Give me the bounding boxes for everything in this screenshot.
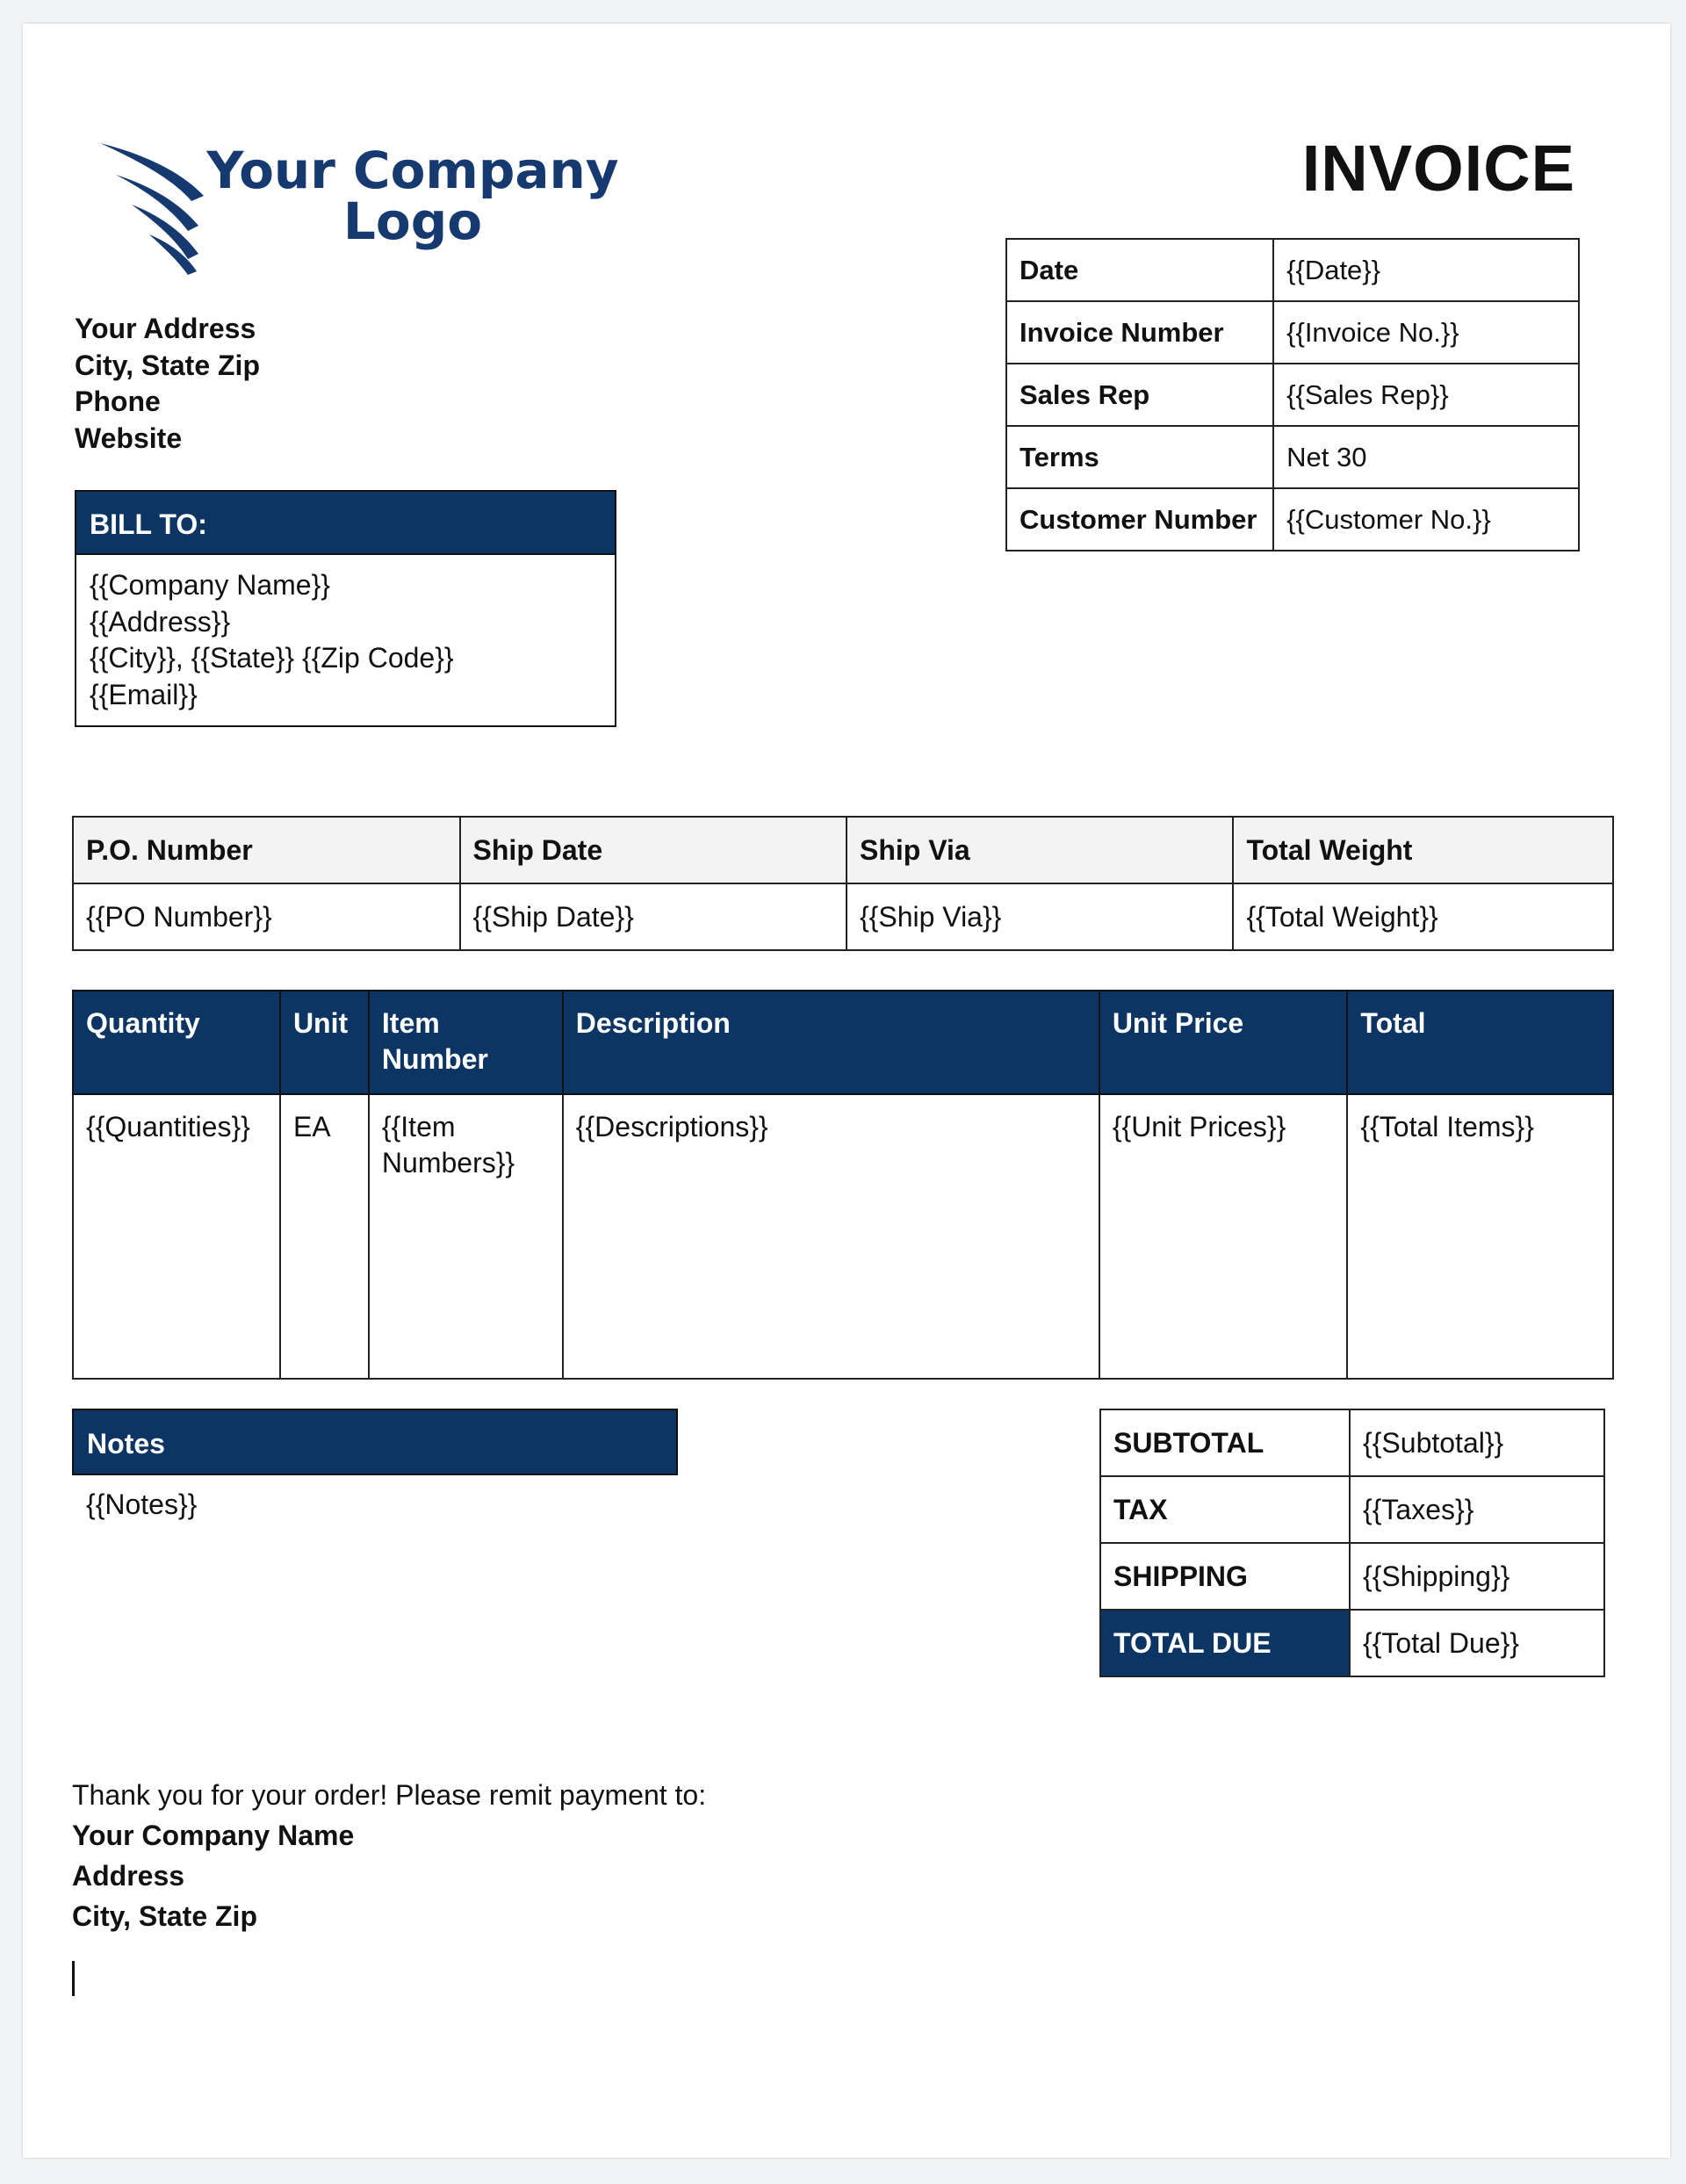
- column-header: Total: [1347, 991, 1613, 1094]
- notes-value[interactable]: {{Notes}}: [86, 1488, 198, 1520]
- table-row: [73, 1094, 1613, 1379]
- table-cell[interactable]: {{Quantities}}: [73, 1094, 280, 1379]
- table-cell[interactable]: {{Descriptions}}: [563, 1094, 1099, 1379]
- total-due-label: TOTAL DUE: [1100, 1610, 1350, 1676]
- address-line: Your Address: [75, 313, 256, 344]
- table-row: [1100, 1610, 1604, 1676]
- meta-label: Date: [1006, 239, 1273, 301]
- address-line: City, State Zip: [75, 349, 260, 381]
- column-header: Ship Via: [847, 817, 1233, 883]
- column-header: Unit: [280, 991, 369, 1094]
- table-cell[interactable]: {{PO Number}}: [73, 883, 460, 950]
- tax-value[interactable]: {{Taxes}}: [1350, 1476, 1604, 1543]
- table-header-row: [73, 991, 1613, 1094]
- table-row: [73, 883, 1613, 950]
- column-header: Ship Date: [460, 817, 847, 883]
- text-cursor: [72, 1961, 75, 1996]
- table-cell[interactable]: {{Total Items}}: [1347, 1094, 1613, 1379]
- address-line: Website: [75, 422, 183, 454]
- meta-label: Customer Number: [1006, 488, 1273, 551]
- address-line: Phone: [75, 386, 161, 417]
- remit-line: Address: [72, 1860, 185, 1892]
- column-header: Unit Price: [1099, 991, 1348, 1094]
- table-header-row: [73, 817, 1613, 883]
- invoice-meta-table: [1005, 238, 1580, 551]
- meta-value[interactable]: {{Invoice No.}}: [1273, 301, 1579, 364]
- invoice-page: [23, 24, 1670, 2158]
- bill-to-box: [75, 490, 616, 727]
- table-cell[interactable]: {{Ship Via}}: [847, 883, 1233, 950]
- totals-table: [1099, 1409, 1605, 1677]
- table-row: [1006, 239, 1579, 301]
- column-header: Quantity: [73, 991, 280, 1094]
- column-header: P.O. Number: [73, 817, 460, 883]
- company-address: [75, 311, 260, 457]
- company-logo: [206, 141, 619, 251]
- bill-to-line: {{Email}}: [90, 678, 198, 710]
- meta-value[interactable]: {{Customer No.}}: [1273, 488, 1579, 551]
- table-row: [1006, 364, 1579, 426]
- shipping-table: [72, 816, 1614, 951]
- table-row: [1100, 1409, 1604, 1476]
- notes-heading: Notes: [72, 1409, 678, 1475]
- shipping-label: SHIPPING: [1100, 1543, 1350, 1610]
- meta-label: Invoice Number: [1006, 301, 1273, 364]
- remit-line: City, State Zip: [72, 1900, 257, 1932]
- logo-line-2: Logo: [342, 191, 483, 251]
- table-row: [1100, 1476, 1604, 1543]
- table-cell[interactable]: EA: [280, 1094, 369, 1379]
- subtotal-value[interactable]: {{Subtotal}}: [1350, 1409, 1604, 1476]
- column-header: Total Weight: [1233, 817, 1613, 883]
- logo-line-1: Your Company: [206, 141, 619, 200]
- invoice-title: INVOICE: [1301, 132, 1575, 205]
- shipping-value[interactable]: {{Shipping}}: [1350, 1543, 1604, 1610]
- payment-footer: [72, 1775, 706, 1936]
- table-cell[interactable]: {{Ship Date}}: [460, 883, 847, 950]
- notes-section: [72, 1409, 678, 1521]
- table-row: [1100, 1543, 1604, 1610]
- table-cell[interactable]: {{Total Weight}}: [1233, 883, 1613, 950]
- meta-label: Sales Rep: [1006, 364, 1273, 426]
- bill-to-line: {{City}}, {{State}} {{Zip Code}}: [90, 642, 454, 674]
- bill-to-line: {{Address}}: [90, 605, 231, 638]
- remit-line: Your Company Name: [72, 1820, 355, 1851]
- table-cell[interactable]: {{Unit Prices}}: [1099, 1094, 1348, 1379]
- tax-label: TAX: [1100, 1476, 1350, 1543]
- bill-to-line: {{Company Name}}: [90, 569, 330, 601]
- table-row: [1006, 301, 1579, 364]
- table-row: [1006, 426, 1579, 488]
- meta-value[interactable]: Net 30: [1273, 426, 1579, 488]
- column-header: Item Number: [369, 991, 563, 1094]
- thank-you-message: Thank you for your order! Please remit payment to:: [72, 1779, 707, 1811]
- table-row: [1006, 488, 1579, 551]
- meta-label: Terms: [1006, 426, 1273, 488]
- line-items-table: [72, 990, 1614, 1380]
- bill-to-heading: BILL TO:: [75, 490, 616, 555]
- table-cell[interactable]: {{Item Numbers}}: [369, 1094, 563, 1379]
- subtotal-label: SUBTOTAL: [1100, 1409, 1350, 1476]
- meta-value[interactable]: {{Sales Rep}}: [1273, 364, 1579, 426]
- total-due-value[interactable]: {{Total Due}}: [1350, 1610, 1604, 1676]
- column-header: Description: [563, 991, 1099, 1094]
- bill-to-body[interactable]: [75, 555, 616, 727]
- meta-value[interactable]: {{Date}}: [1273, 239, 1579, 301]
